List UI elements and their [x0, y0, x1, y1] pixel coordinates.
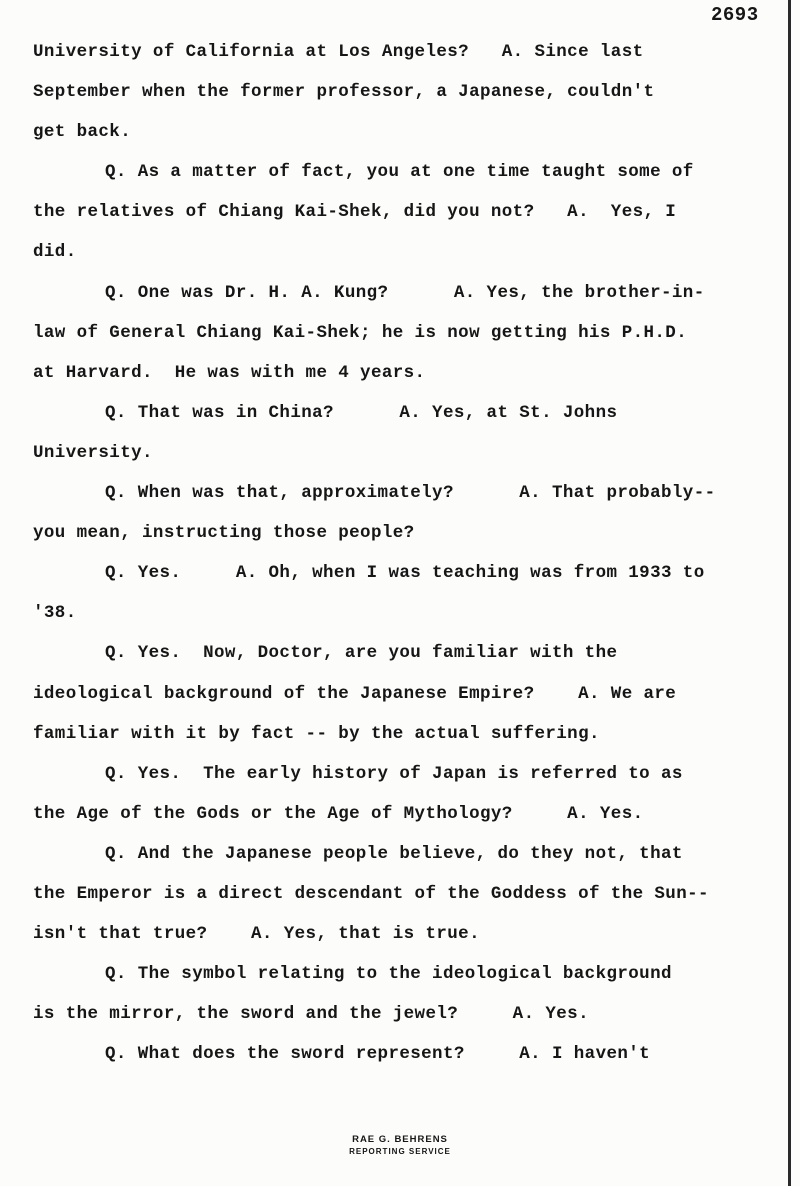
transcript-body: [33, 32, 785, 1074]
transcript-line: Q. That was in China? A. Yes, at St. Johns: [105, 402, 618, 423]
transcript-line: you mean, instructing those people?: [33, 523, 415, 544]
page-number: 2693: [711, 4, 759, 26]
transcript-line: the Age of the Gods or the Age of Mythology? A. Yes.: [33, 803, 644, 824]
reporter-name: RAE G. BEHRENS: [352, 1134, 448, 1145]
transcript-line: is the mirror, the sword and the jewel? A. Yes.: [33, 1004, 589, 1025]
transcript-line: '38.: [33, 603, 77, 624]
transcript-line: Q. And the Japanese people believe, do they not, that: [105, 843, 683, 864]
transcript-line: September when the former professor, a Japanese, couldn't: [33, 82, 655, 103]
transcript-line: Q. Yes. The early history of Japan is referred to as: [105, 763, 683, 784]
transcript-line: Q. When was that, approximately? A. That probably--: [105, 483, 716, 504]
right-margin-rule: [788, 0, 791, 1186]
transcript-line: at Harvard. He was with me 4 years.: [33, 362, 426, 383]
transcript-line: Q. One was Dr. H. A. Kung? A. Yes, the brother-in-: [105, 282, 705, 303]
transcript-line: University of California at Los Angeles? A. Since last: [33, 42, 644, 62]
transcript-line: ideological background of the Japanese Empire? A. We are: [33, 683, 677, 704]
transcript-line: familiar with it by fact -- by the actual suffering.: [33, 723, 600, 744]
transcript-line: Q. What does the sword represent? A. I haven't: [105, 1044, 651, 1065]
transcript-line: Q. Yes. A. Oh, when I was teaching was from 1933 to: [105, 563, 705, 584]
transcript-line: the relatives of Chiang Kai-Shek, did you not? A. Yes, I: [33, 202, 677, 223]
transcript-line: law of General Chiang Kai-Shek; he is now getting his P.H.D.: [33, 322, 688, 343]
transcript-line: Q. Yes. Now, Doctor, are you familiar with the: [105, 643, 618, 664]
transcript-line: did.: [33, 242, 77, 263]
transcript-line: isn't that true? A. Yes, that is true.: [33, 924, 480, 945]
transcript-line: Q. The symbol relating to the ideological background: [105, 964, 672, 985]
reporting-service-footer: [0, 1134, 800, 1158]
transcript-line: the Emperor is a direct descendant of the Goddess of the Sun--: [33, 883, 709, 904]
transcript-line: University.: [33, 442, 153, 463]
transcript-line: get back.: [33, 122, 132, 143]
transcript-line: Q. As a matter of fact, you at one time taught some of: [105, 162, 694, 183]
reporting-service-label: REPORTING SERVICE: [349, 1147, 451, 1156]
